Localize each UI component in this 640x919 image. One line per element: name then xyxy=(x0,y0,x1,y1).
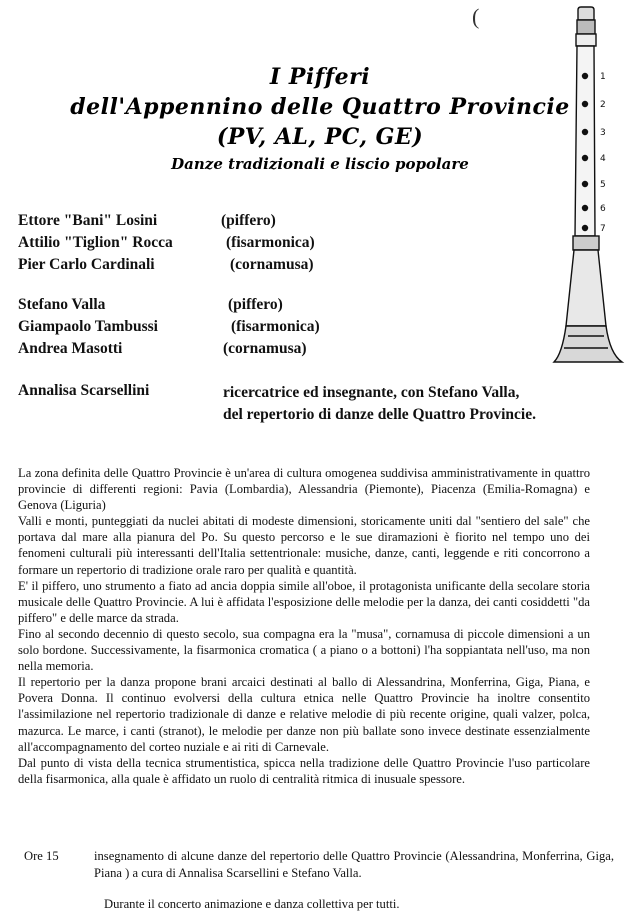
hole-label: 1 xyxy=(600,72,606,82)
musician-role: (fisarmonica) xyxy=(231,318,320,335)
musician-role: (piffero) xyxy=(228,296,283,313)
title-line-1: I Pifferi xyxy=(269,64,371,90)
musician-row xyxy=(18,340,618,362)
title-line-3: (PV, AL, PC, GE) xyxy=(216,124,424,150)
musician-name: Stefano Valla xyxy=(18,296,106,313)
group-gap xyxy=(18,278,618,296)
hole-label: 5 xyxy=(600,180,606,190)
musician-name: Pier Carlo Cardinali xyxy=(18,256,155,273)
musicians-list xyxy=(18,212,618,362)
musician-role: (fisarmonica) xyxy=(226,234,315,251)
musician-row xyxy=(18,318,618,340)
musician-row xyxy=(18,296,618,318)
musician-role: (piffero) xyxy=(221,212,276,229)
piffero-illustration xyxy=(548,6,628,368)
title-line-2: dell'Appennino delle Quattro Provincie xyxy=(70,94,570,120)
musician-name: Ettore "Bani" Losini xyxy=(18,212,158,229)
body-paragraph: Dal punto di vista della tecnica strumentistica, spicca nella tradizione delle Quattro Provincie l'uso particolare della fisarmonica, alla quale è affidato un ruolo di centralità ritmica di inusuale spessore. xyxy=(18,755,590,786)
musician-role: (cornamusa) xyxy=(223,340,307,357)
body-paragraph: La zona definita delle Quattro Provincie è un'area di cultura omogenea suddivisa amministrativamente in quattro provincie di differenti regioni: Pavia (Lombardia), Alessandria (Piemonte), Piacenza (Emilia-Romagna) e Genova (Liguria) xyxy=(18,466,590,513)
title-block xyxy=(0,62,640,176)
subtitle: Danze tradizionali e liscio popolare xyxy=(171,155,469,173)
musician-role: (cornamusa) xyxy=(230,256,314,273)
researcher-description xyxy=(223,382,623,426)
hole-label: 7 xyxy=(600,224,606,234)
body-paragraph: Il repertorio per la danza propone brani arcaici destinati al ballo di Alessandrina, Monferrina, Giga, Piana, e Povera Donna. Il continuo evolversi della cultura etnica nelle Quattro Provincie ha inoltre consentito l'assimilazione nel repertorio tradizionale di danze e relative melodie di più recente origine, quali valzer, polca, mazurca. Le marce, i canti (stranot), le melodie per danze non più ballate sono invece destinate essenzialmente all'accompagnamento del corteo nuziale e ai riti di Carnevale. xyxy=(18,675,590,754)
researcher-description-line: ricercatrice ed insegnante, con Stefano Valla, xyxy=(223,384,520,401)
hole-label: 2 xyxy=(600,100,606,110)
schedule-time: Ore 15 xyxy=(24,849,59,863)
body-paragraph: Valli e monti, punteggiati da nuclei abitati di modeste dimensioni, storicamente uniti dal "sentiero del sale" che portava dal mare alla pianura del Po. Su questo percorso e le sue diramazioni è fiorito nel tempo uno dei fenomeni culturali più interessanti dell'Italia settentrionale: musiche, danze, canti, leggende e riti concorrono a formare un repertorio di tradizione orale raro per qualità e quantità. xyxy=(18,514,590,577)
hole-label: 6 xyxy=(600,204,606,214)
researcher-description-line: del repertorio di danze delle Quattro Provincie. xyxy=(223,406,536,423)
schedule-description: insegnamento di alcune danze del repertorio delle Quattro Provincie (Alessandrina, Monferrina, Giga, Piana ) a cura di Annalisa Scarsellini e Stefano Valla. xyxy=(94,849,614,880)
hole-label: 3 xyxy=(600,128,606,138)
body-paragraph: E' il piffero, uno strumento a fiato ad ancia doppia simile all'oboe, il protagonista unificante della secolare storia musicale delle Quattro Provincie. A lui è affidata l'esposizione delle melodie per la danza, dei canti cosiddetti "da piffero" e delle marce da strada. xyxy=(18,578,590,625)
body-paragraph: Fino al secondo decennio di questo secolo, sua compagna era la "musa", cornamusa di piccole dimensioni a un solo bordone. Successivamente, la fisarmonica cromatica ( a piano o a bottoni) l'ha soppiantata nell'uso, ma non nella memoria. xyxy=(18,626,590,674)
body-text xyxy=(18,465,590,787)
hole-label: 4 xyxy=(600,154,606,164)
musician-name: Andrea Masotti xyxy=(18,340,123,357)
concert-note: Durante il concerto animazione e danza collettiva per tutti. xyxy=(104,897,400,911)
musician-row xyxy=(18,256,618,278)
musician-row xyxy=(18,212,618,234)
musician-name: Giampaolo Tambussi xyxy=(18,318,158,335)
researcher-name: Annalisa Scarsellini xyxy=(18,382,150,399)
musician-name: Attilio "Tiglion" Rocca xyxy=(18,234,173,251)
crescent-mark: ( xyxy=(472,4,480,29)
musician-row xyxy=(18,234,618,256)
